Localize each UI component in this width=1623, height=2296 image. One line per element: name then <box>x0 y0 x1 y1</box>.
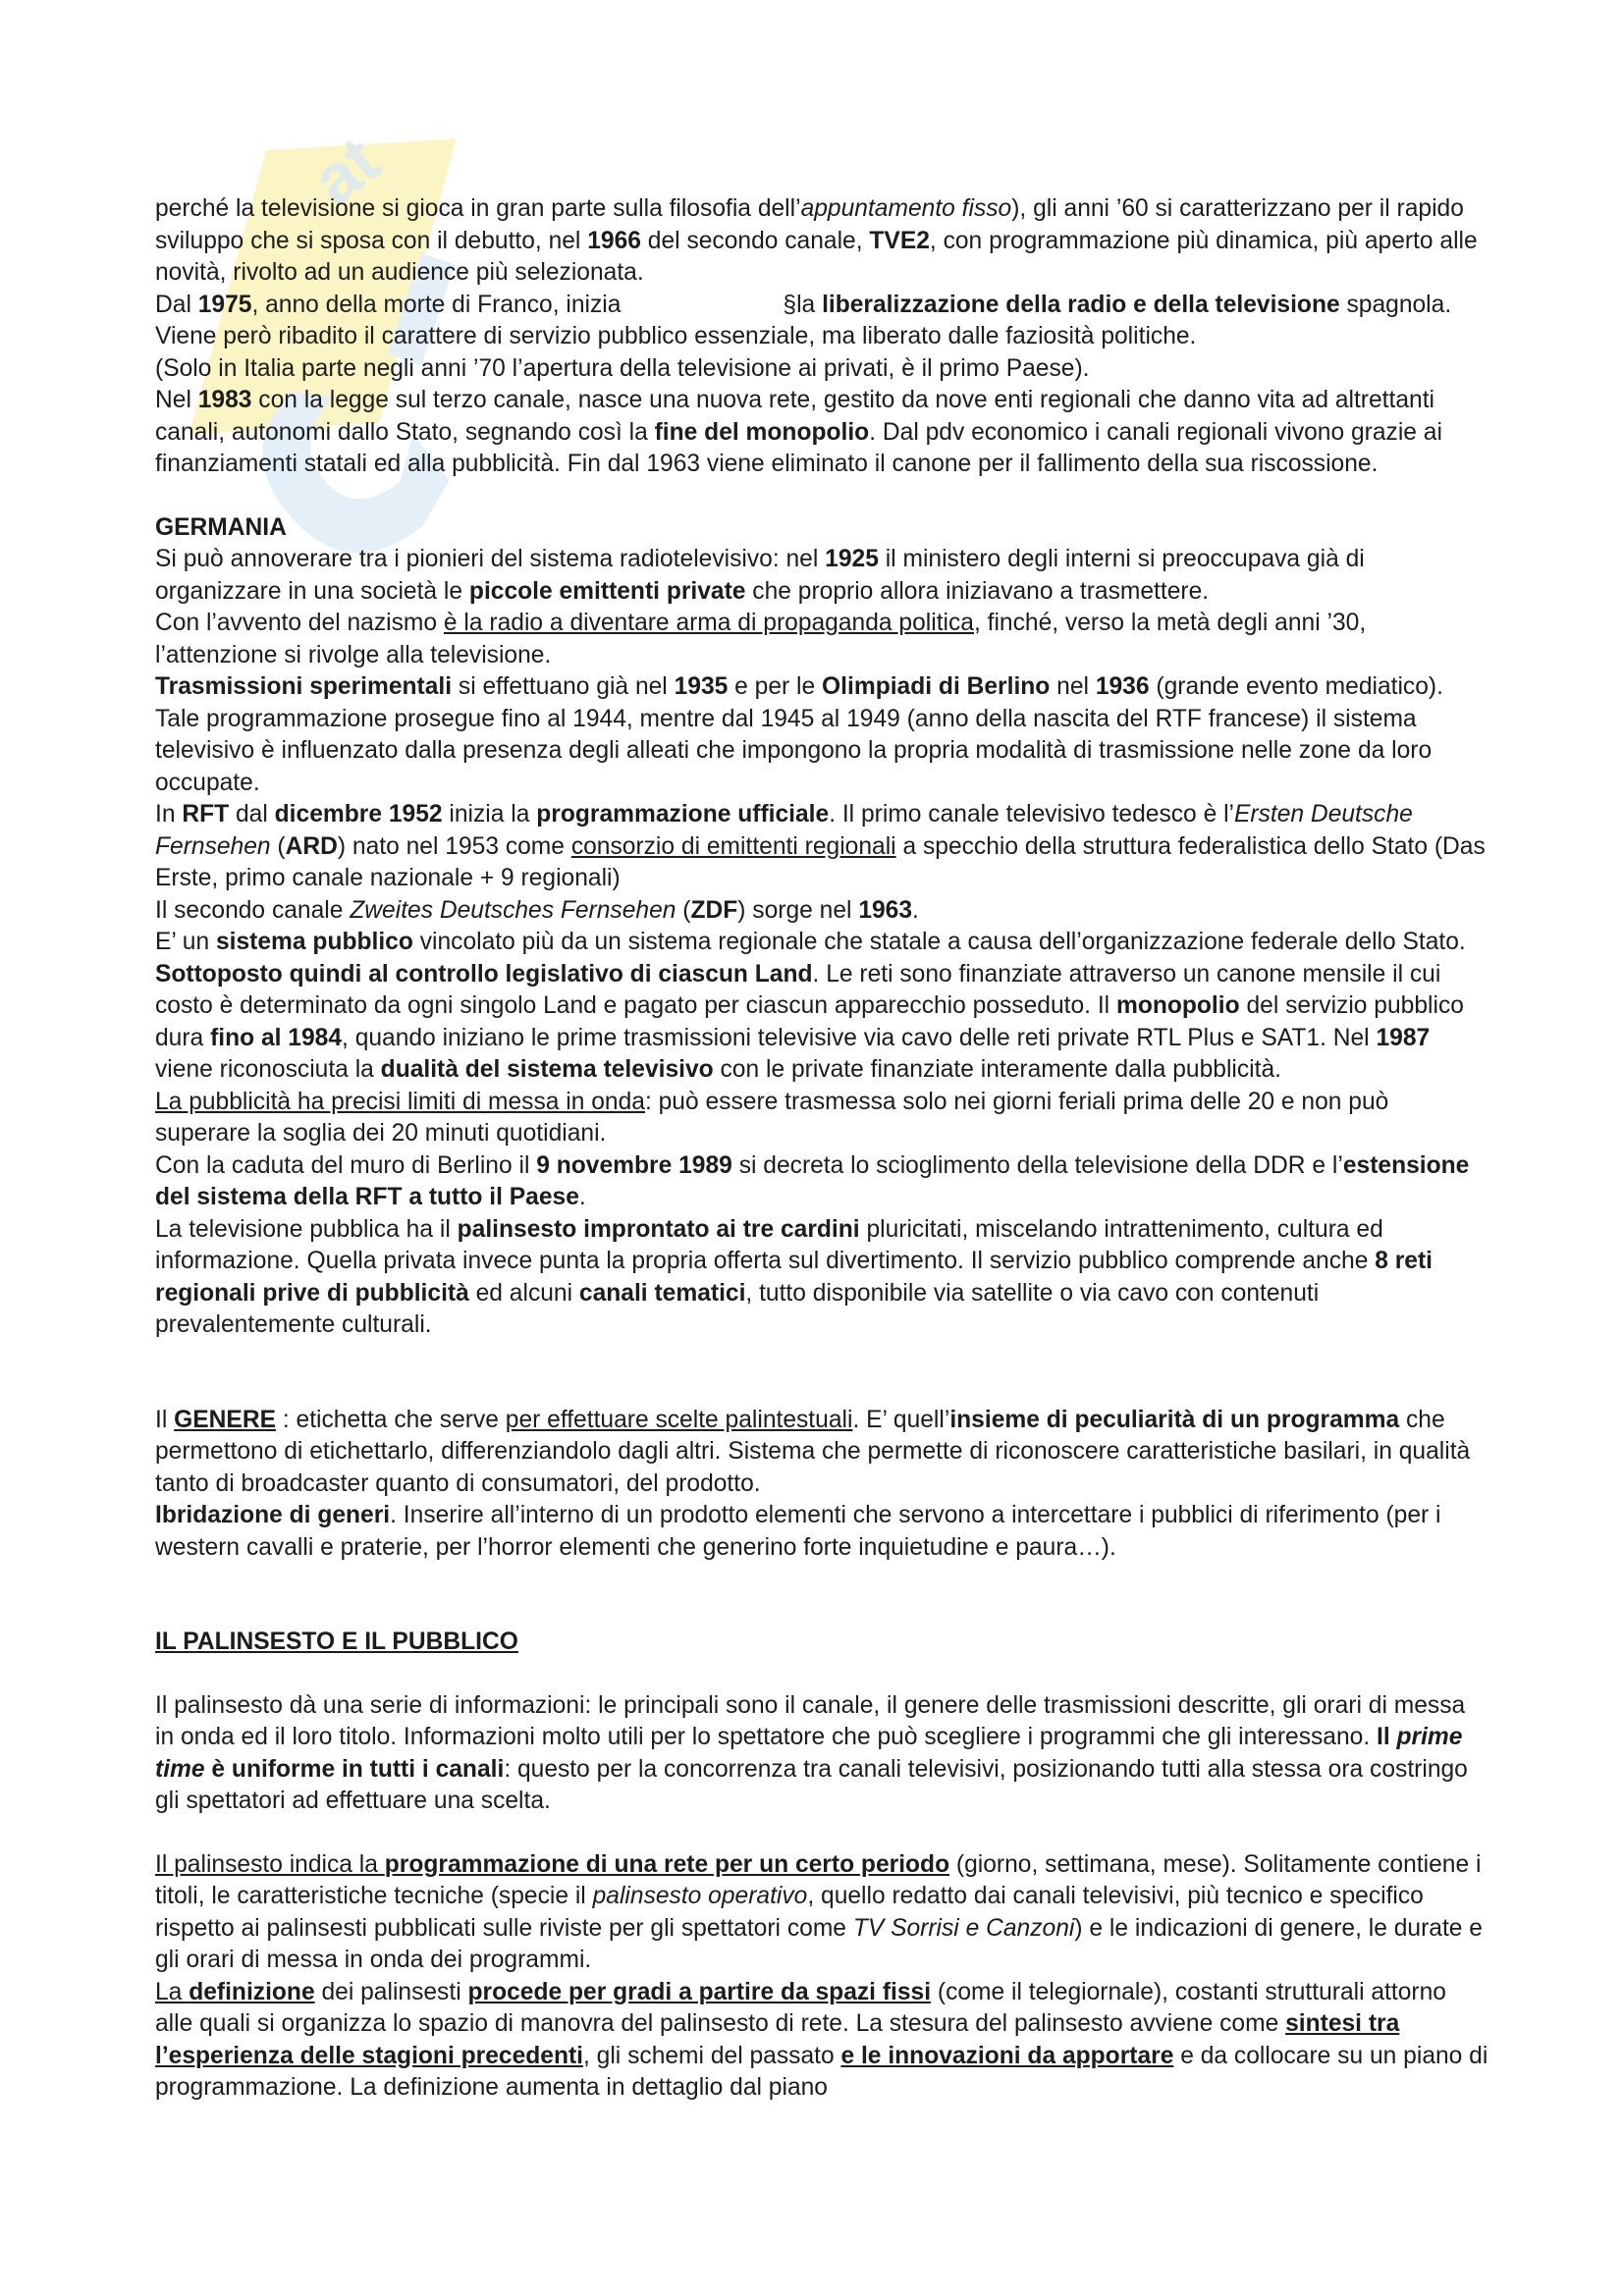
document-page <box>155 193 1490 2105</box>
germania-paragraph-2: Con l’avvento del nazismo è la radio a diventare arma di propaganda politica, finché, verso la metà degli anni ’30, l’attenzione si rivolge alla televisione. <box>155 610 1367 668</box>
spain-paragraph-2: Dal 1975, anno della morte di Franco, inizia §la liberalizzazione della radio e della televisione spagnola. Viene però ribadito il carattere di servizio pubblico essenziale, ma liberato dalle faziosità politiche. <box>155 291 1452 349</box>
germania-paragraph-4: In RFT dal dicembre 1952 inizia la programmazione ufficiale. Il primo canale televisivo tedesco è l’Ersten Deutsche Fernsehen (ARD) nato nel 1953 come consorzio di emittenti regionali a specchio della struttura federalistica dello Stato (Das Erste, primo canale nazionale + 9 regionali) <box>155 801 1486 891</box>
germania-paragraph-3: Trasmissioni sperimentali si effettuano già nel 1935 e per le Olimpiadi di Berlino nel 1936 (grande evento mediatico). Tale programmazione prosegue fino al 1944, mentre dal 1945 al 1949 (anno della nascita del RTF francese) il sistema televisivo è influenzato dalla presenza degli alleati che impongono la propria modalità di trasmissione nelle zone da loro occupate. <box>155 673 1443 796</box>
section-heading-germania: GERMANIA <box>155 513 287 541</box>
genere-paragraph-2: Ibridazione di generi. Inserire all’interno di un prodotto elementi che servono a intercettare i pubblici di riferimento (per i western cavalli e praterie, per l’horror elementi che generino forte inquietudine e paura…). <box>155 1502 1441 1561</box>
section-heading-palinsesto: IL PALINSESTO E IL PUBBLICO <box>155 1629 518 1655</box>
palinsesto-paragraph-1: Il palinsesto dà una serie di informazioni: le principali sono il canale, il genere delle trasmissioni descritte, gli orari di messa in onda ed il loro titolo. Informazioni molto utili per lo spettatore che può scegliere i programmi che gli interessano. Il prime time è uniforme in tutti i canali: questo per la concorrenza tra canali televisivi, posizionando tutti alla stessa ora costringo gli spettatori ad effettuare una scelta. <box>155 1691 1468 1814</box>
svg-text:at: at <box>298 121 394 220</box>
germania-paragraph-9: La televisione pubblica ha il palinsesto improntato ai tre cardini pluricitati, miscelando intrattenimento, cultura ed informazione. Quella privata invece punta la propria offerta sul divertimento. Il servizio pubblico comprende anche 8 reti regionali prive di pubblicità ed alcuni canali tematici, tutto disponibile via satellite o via cavo con contenuti prevalentemente culturali. <box>155 1215 1433 1338</box>
germania-paragraph-1: Si può annoverare tra i pionieri del sistema radiotelevisivo: nel 1925 il ministero degli interni si preoccupava già di organizzare in una società le piccole emittenti private che proprio allora iniziavano a trasmettere. <box>155 546 1365 605</box>
germania-paragraph-8: Con la caduta del muro di Berlino il 9 novembre 1989 si decreta lo scioglimento della televisione della DDR e l’estensione del sistema della RFT a tutto il Paese. <box>155 1151 1470 1210</box>
spain-paragraph-1: perché la televisione si gioca in gran parte sulla filosofia dell’appuntamento fisso), gli anni ’60 si caratterizzano per il rapido sviluppo che si sposa con il debutto, nel 1966 del secondo canale, TVE2, con programmazione più dinamica, più aperto alle novità, rivolto ad un audience più selezionata. <box>155 195 1478 286</box>
palinsesto-paragraph-2: Il palinsesto indica la programmazione di una rete per un certo periodo (giorno, settimana, mese). Solitamente contiene i titoli, le caratteristiche tecniche (specie il palinsesto operativo, quello redatto dai canali televisivi, più tecnico e specifico rispetto ai palinsesti pubblicati sulle riviste per gli spettatori come TV Sorrisi e Canzoni) e le indicazioni di genere, le durate e gli orari di messa in onda dei programmi. <box>155 1850 1483 1973</box>
genere-paragraph-1: Il GENERE : etichetta che serve per effettuare scelte palintestuali. E’ quell’insieme di peculiarità di un programma che permettono di etichettarlo, differenziandolo dagli altri. Sistema che permette di riconoscere caratteristiche basilari, in qualità tanto di broadcaster quanto di consumatori, del prodotto. <box>155 1406 1471 1497</box>
germania-paragraph-5: Il secondo canale Zweites Deutsches Fernsehen (ZDF) sorge nel 1963. <box>155 896 919 924</box>
spain-paragraph-4: Nel 1983 con la legge sul terzo canale, nasce una nuova rete, gestito da nove enti regionali che danno vita ad altrettanti canali, autonomi dallo Stato, segnando così la fine del monopolio. Dal pdv economico i canali regionali vivono grazie ai finanziamenti statali ed alla pubblicità. Fin dal 1963 viene eliminato il canone per il fallimento della sua riscossione. <box>155 387 1442 477</box>
germania-paragraph-6: E’ un sistema pubblico vincolato più da un sistema regionale che statale a causa dell’organizzazione federale dello Stato. Sottoposto quindi al controllo legislativo di ciascun Land. Le reti sono finanziate attraverso un canone mensile il cui costo è determinato da ogni singolo Land e pagato per ciascun apparecchio posseduto. Il monopolio del servizio pubblico dura fino al 1984, quando iniziano le prime trasmissioni televisive via cavo delle reti private RTL Plus e SAT1. Nel 1987 viene riconosciuta la dualità del sistema televisivo con le private finanziate interamente dalla pubblicità. <box>155 929 1466 1083</box>
palinsesto-paragraph-3: La definizione dei palinsesti procede per gradi a partire da spazi fissi (come il telegiornale), costanti strutturali attorno alle quali si organizza lo spazio di manovra del palinsesto di rete. La stesura del palinsesto avviene come sintesi tra l’esperienza delle stagioni precedenti, gli schemi del passato e le innovazioni da apportare e da collocare su un piano di programmazione. La definizione aumenta in dettaglio dal piano <box>155 1978 1488 2101</box>
germania-paragraph-7: La pubblicità ha precisi limiti di messa in onda: può essere trasmessa solo nei giorni feriali prima delle 20 e non può superare la soglia dei 20 minuti quotidiani. <box>155 1088 1389 1147</box>
spain-paragraph-3: (Solo in Italia parte negli anni ’70 l’apertura della televisione ai privati, è il primo Paese). <box>155 354 1090 382</box>
